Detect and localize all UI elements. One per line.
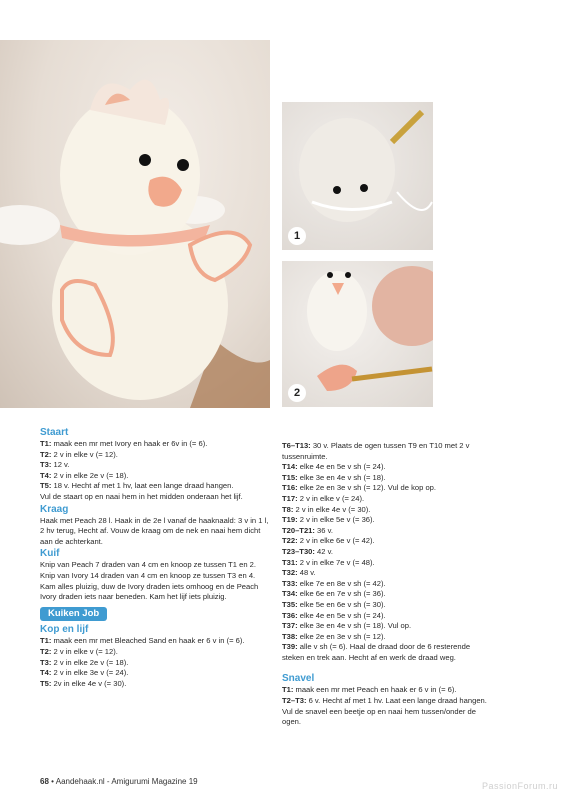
- right-column: [282, 441, 492, 728]
- kop-heading: Kop en lijf: [40, 624, 89, 636]
- staart-row-5: T5: 18 v. Hecht af met 1 hv, laat een lange draad hangen.: [40, 481, 234, 491]
- main-photo: [0, 40, 270, 408]
- page-footer: [40, 777, 198, 786]
- step-badge-2: 2: [288, 384, 306, 402]
- section-label: Kuiken Job: [40, 607, 107, 622]
- left-column: [40, 426, 270, 689]
- row-19: T39: alle v sh (= 6). Haal de draad door de 6 resterende steken en trek aan. Hecht af en werk de draad weg.: [282, 642, 471, 662]
- row-7: T19: 2 v in elke 5e v (= 36).: [282, 515, 375, 525]
- row-8: T20–T21: 36 v.: [282, 525, 333, 535]
- staart-row-1: T1: maak een mr met Ivory en haak er 6v in (= 6).: [40, 439, 208, 448]
- kuif-text: Knip van Peach 7 draden van 4 cm en knoop ze tussen T1 en 2. Knip van Ivory 14 draden van 4 cm en knoop ze tussen T3 en 4. Kam alles pluizig, duw de Ivory draden iets omhoog en de Peach Ivory draden iets naar beneden. Kam het lijf iets pluizig.: [40, 560, 259, 602]
- kop-row-3: T3: 2 v in elke 2e v (= 18).: [40, 657, 129, 667]
- row-11: T31: 2 v in elke 7e v (= 48).: [282, 557, 375, 567]
- row-10: T23–T30: 42 v.: [282, 546, 333, 556]
- kraag-heading: Kraag: [40, 503, 69, 515]
- staart-heading: Staart: [40, 427, 69, 438]
- crochet-head-illustration: [282, 102, 433, 250]
- page-number: 68: [40, 777, 49, 786]
- snavel-note: Vul de snavel een beetje op en naai hem tussen/onder de ogen.: [282, 706, 476, 727]
- row-12: T32: 48 v.: [282, 568, 316, 578]
- row-18: T38: elke 2e en 3e v sh (= 12).: [282, 631, 386, 641]
- staart-note: Vul de staart op en naai hem in het midden onderaan het lijf.: [40, 491, 243, 501]
- row-15: T35: elke 5e en 6e v sh (= 30).: [282, 599, 386, 609]
- step-photo-2: [282, 261, 433, 407]
- kop-row-1: T1: maak een mr met Bleached Sand en haak er 6 v in (= 6).: [40, 636, 245, 646]
- kuif-heading: Kuif: [40, 548, 60, 560]
- kraag-text: Haak met Peach 28 l. Haak in de 2e l vanaf de haaknaald: 3 v in 1 l, 2 hv terug, Hecht af. Vouw de kraag om de nek en naai hem dicht aan de achterkant.: [40, 515, 269, 546]
- row-13: T33: elke 7e en 8e v sh (= 42).: [282, 578, 386, 588]
- row-17: T37: elke 3e en 4e v sh (= 18). Vul op.: [282, 621, 412, 631]
- row-1: T6–T13: 30 v. Plaats de ogen tussen T9 en T10 met 2 v tussenruimte.: [282, 441, 470, 461]
- row-16: T36: elke 4e en 5e v sh (= 24).: [282, 610, 386, 620]
- kop-row-5: T5: 2v in elke 4e v (= 30).: [40, 678, 127, 688]
- snavel-row-2: T2–T3: 6 v. Hecht af met 1 hv. Laat een lange draad hangen.: [282, 696, 487, 706]
- row-9: T22: 2 v in elke 6e v (= 42).: [282, 536, 375, 546]
- staart-row-3: T3: 12 v.: [40, 460, 70, 470]
- step-photo-1: [282, 102, 433, 250]
- watermark: PassionForum.ru: [481, 781, 558, 791]
- row-14: T34: elke 6e en 7e v sh (= 36).: [282, 589, 386, 599]
- row-3: T15: elke 3e en 4e v sh (= 18).: [282, 472, 386, 482]
- row-5: T17: 2 v in elke v (= 24).: [282, 493, 365, 503]
- step-badge-1: 1: [288, 227, 306, 245]
- crochet-body-illustration: [282, 261, 433, 407]
- staart-row-4: T4: 2 v in elke 2e v (= 18).: [40, 470, 129, 480]
- footer-separator: •: [51, 777, 54, 786]
- row-4: T16: elke 2e en 3e v sh (= 12). Vul de kop op.: [282, 483, 437, 493]
- staart-row-2: T2: 2 v in elke v (= 12).: [40, 449, 118, 459]
- chick-illustration: [0, 40, 270, 408]
- snavel-row-1: T1: maak een mr met Peach en haak er 6 v in (= 6).: [282, 685, 457, 695]
- row-2: T14: elke 4e en 5e v sh (= 24).: [282, 462, 386, 472]
- footer-text: Aandehaak.nl - Amigurumi Magazine 19: [55, 777, 198, 786]
- snavel-heading: Snavel: [282, 673, 315, 685]
- kop-row-4: T4: 2 v in elke 3e v (= 24).: [40, 668, 129, 678]
- kop-row-2: T2: 2 v in elke v (= 12).: [40, 646, 118, 656]
- row-6: T8: 2 v in elke 4e v (= 30).: [282, 504, 371, 514]
